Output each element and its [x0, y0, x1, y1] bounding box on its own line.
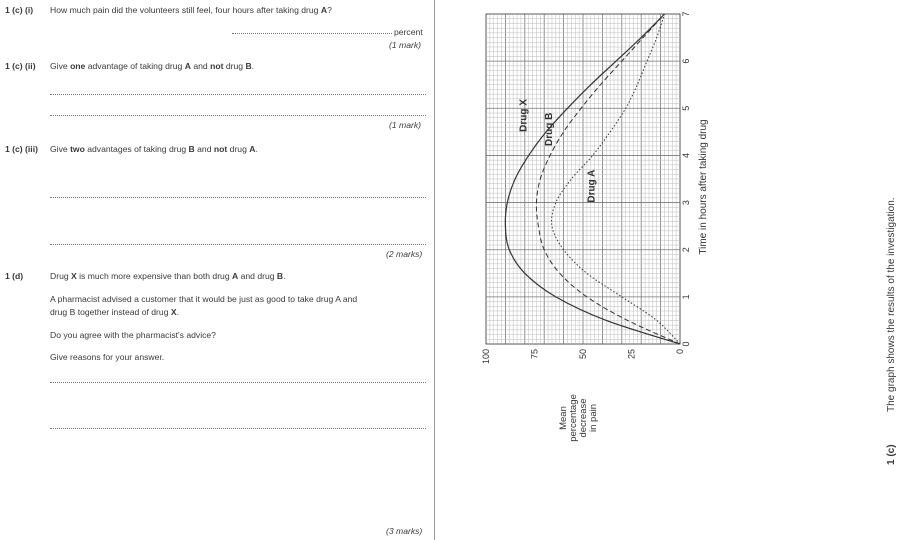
- question-text: Do you agree with the pharmacist's advice?: [50, 330, 216, 340]
- y-axis-title-line: Mean: [558, 406, 569, 430]
- x-axis-title: Time in hours after taking drug: [698, 119, 709, 255]
- y-tick-label: 75: [529, 349, 540, 360]
- y-axis-title-line: decrease: [578, 398, 589, 438]
- x-tick-label: 5: [681, 105, 691, 111]
- y-tick-label: 25: [626, 349, 637, 360]
- question-text: Give one advantage of taking drug A and not drug B.: [50, 61, 255, 71]
- y-tick-label: 50: [578, 349, 588, 360]
- y-tick-label: 0: [675, 349, 685, 355]
- y-axis-title-line: percentage: [568, 394, 579, 442]
- marks: (2 marks): [386, 249, 423, 259]
- question-text: A pharmacist advised a customer that it would be just as good to take drug A and: [50, 294, 358, 304]
- x-tick-label: 6: [681, 58, 691, 64]
- y-tick-label: 100: [481, 349, 491, 365]
- graph-caption: The graph shows the results of the investigation.: [886, 197, 897, 412]
- x-tick-label: 2: [681, 247, 691, 253]
- x-tick-label: 4: [681, 152, 691, 158]
- marks: (3 marks): [386, 526, 423, 536]
- question-text: drug B together instead of drug X.: [50, 307, 179, 317]
- series-label: Drug X: [518, 99, 530, 132]
- caption-number: 1 (c): [886, 444, 897, 465]
- x-tick-label: 1: [681, 294, 691, 300]
- question-text: Give two advantages of taking drug B and not drug A.: [50, 144, 258, 154]
- x-tick-label: 7: [681, 11, 691, 17]
- y-axis-title-line: in pain: [588, 404, 599, 432]
- answer-unit: percent: [394, 27, 423, 37]
- series-label: Drug A: [586, 169, 598, 203]
- x-tick-label: 0: [681, 341, 691, 347]
- question-number: 1 (d): [5, 271, 24, 281]
- question-number: 1 (c) (iii): [5, 144, 38, 154]
- question-number: 1 (c) (ii): [5, 61, 36, 71]
- x-tick-label: 3: [681, 200, 691, 206]
- question-text: Drug X is much more expensive than both drug A and drug B.: [50, 271, 286, 281]
- marks: (1 mark): [389, 120, 421, 130]
- marks: (1 mark): [389, 40, 421, 50]
- series-label: Drug B: [543, 112, 555, 146]
- question-text: How much pain did the volunteers still feel, four hours after taking drug A?: [50, 5, 332, 15]
- question-text: Give reasons for your answer.: [50, 352, 165, 362]
- question-number: 1 (c) (i): [5, 5, 34, 15]
